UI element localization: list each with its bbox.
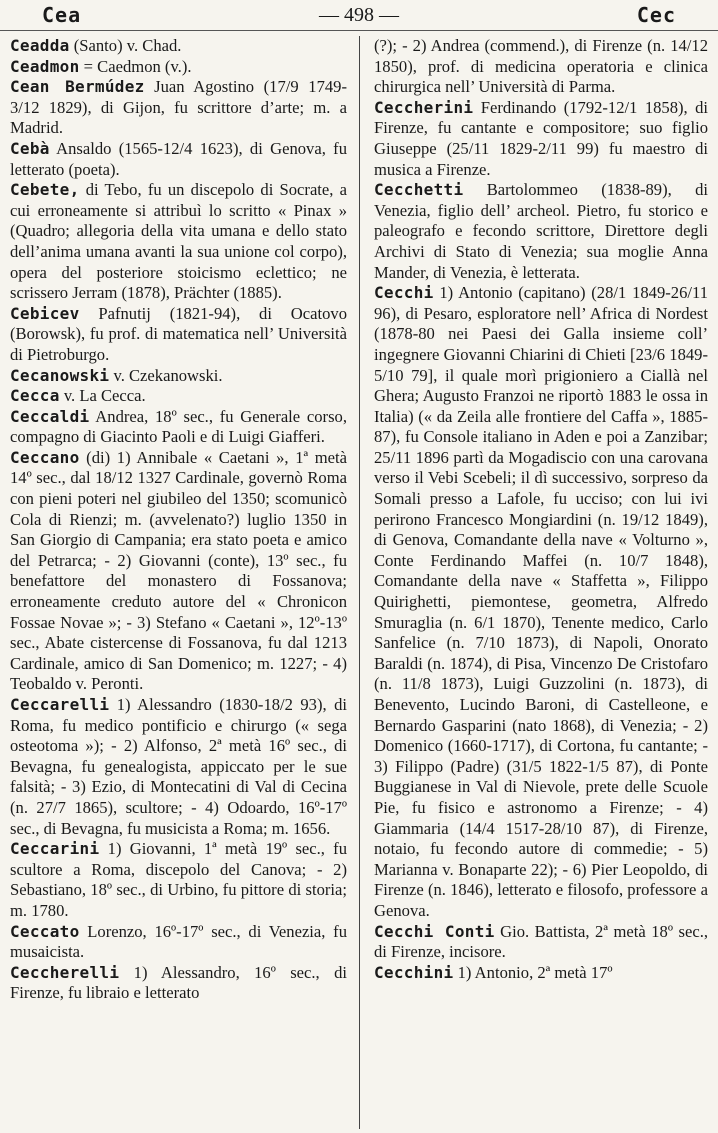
entry-text: = Caedmon (v.). [79,56,192,76]
entry-text: 1) Alessandro (1830-18/2 93), di Roma, fu medico pontificio e chirurgo (« sega osteotoma »); - 2) Alfonso, 2ª metà 16º sec., di Bevagna, fu genealogista, appiccato per le sue falsità; - 3) Ezio, di Montecatini di Val di Cecina (n. 27/7 1865), scultore; - 4) Odoardo, 16º-17º sec., di Bevagna, fu musicista a Roma; m. 1656. [10,695,347,838]
entry-text: Lorenzo, 16º-17º sec., di Venezia, fu musaicista. [10,921,347,962]
entry-headword: Ceccherelli [10,962,120,982]
entry-headword: Cecchetti [374,180,464,200]
dictionary-entry [10,304,347,366]
entry-headword: Ceccaldi [10,406,90,426]
dictionary-entry [374,36,708,98]
dictionary-entry [10,963,347,1004]
entry-text: 1) Antonio (capitano) (28/1 1849-26/11 96), di Pesaro, esploratore nell’ Africa di Nordest (1878-80 nei Paesi dei Galla insieme coll’ ingegnere Giovanni Chiarini di Chieti [23/6 1849-5/10 79], il quale morì prigioniero a Ciallà nel Ghera; Augusto Franzoi ne riportò 1883 le ossa in Italia) (« da Zeila alle frontiere del Caffa », 1885-87), fu Console italiano in Aden e poi a Zanzibar; 25/11 1896 partì da Mogadiscio con una carovana verso il Vebi Scebeli; il dì successivo, sorpreso da Somali presso a Lafole, fu ucciso; con lui ivi perirono Francesco Mongiardini (n. 19/12 1849), di Genova, Comandante della nave « Volturno », Conte Ferdinando Maffei (n. 10/7 1848), Comandante della nave « Staffetta », Filippo Quirighetti, piemontese, geometra, Alfredo Smuraglia (n. 6/1 1870), Tenente medico, Carlo Sanfelice (n. 7/10 1873), di Napoli, Onorato Baraldi (n. 1874), di Pisa, Vincenzo De Cristofaro (n. 11/8 1873), Luigi Guzzolini (n. 1873), di Benevento, Lucindo Baroni, di Castelleone, e Bernardo Gasparini (nato 1868), di Venezia; - 2) Domenico (1660-1717), di Cortona, fu cantante; - 3) Filippo (Padre) (31/5 1822-1/5 87), di Ponte Buggianese in Val di Nievole, prete delle Scuole Pie, fu fisico e astronomo a Firenze; - 4) Giammaria (14/4 1517-28/10 87), di Firenze, notaio, fu fecondo autore di commedie; - 5) Marianna v. Bonaparte 22); - 6) Pier Leopoldo, di Firenze (n. 1846), letterato e filosofo, professore a Genova. [374,283,708,920]
dictionary-entry [10,36,347,57]
entry-text: Pafnutij (1821-94), di Ocatovo (Borowsk), fu prof. di matematica nell’ Università di Pietroburgo. [10,303,347,364]
entry-headword: Cebicev [10,303,80,323]
dictionary-entry [10,77,347,139]
dictionary-entry [10,57,347,78]
entry-headword: Ceadda [10,36,70,55]
entry-text: v. La Cecca. [59,386,146,406]
header-left-guide-word: Cea [42,3,82,27]
dictionary-entry [10,922,347,963]
entry-headword: Ceccano [10,447,80,467]
entry-headword: Cecca [10,386,60,406]
entry-text: 1) Giovanni, 1ª metà 19º sec., fu scultore a Roma, discepolo del Canova; - 2) Sebastiano, 18º sec., di Urbino, fu pittore di storia; m. 1780. [10,839,347,920]
dictionary-entry [10,180,347,304]
dictionary-entry [10,448,347,695]
entry-headword: Ceccarelli [10,695,110,714]
entry-text: Ansaldo (1565-12/4 1623), di Genova, fu letterato (poeta). [10,138,347,179]
entry-text: Gio. Battista, 2ª metà 18º sec., di Firenze, incisore. [374,921,708,962]
entry-headword: Cebete, [10,180,80,200]
entry-text: (di) 1) Annibale « Caetani », 1ª metà 14º sec., dal 18/12 1327 Cardinale, governò Roma con pieni poteri nel giubileo del 1350; scomunicò Cola di Rienzi; m. (avvelenato?) luglio 1350 in San Giorgio di Campania; era stato poeta e amico del Petrarca; - 2) Giovanni (conte), 13º sec., fu benefattore del monastero di Fossanova; erroneamente creduto autore del « Chronicon Fossae Novae »; - 3) Stefano « Caetani », 12º-13º sec., Abate cistercense di Fossanova, fu dal 1213 Cardinale, amico di San Domenico; m. 1227; - 4) Teobaldo v. Peronti. [10,447,347,694]
dictionary-entry [10,386,347,407]
entry-headword: Cean Bermúdez [10,77,145,97]
entry-text: Bartolommeo (1838-89), di Venezia, figlio dell’ archeol. Pietro, fu storico e paleografo e fecondo scrittore, Direttore degli Archivi di Stato di Venezia; sua moglie Anna Mander, di Venezia, è letterata. [374,180,708,282]
dictionary-entry [10,407,347,448]
header-right-guide-word: Cec [636,3,676,27]
entry-text: 1) Antonio, 2ª metà 17º [453,962,613,982]
text-columns [10,36,708,1129]
entry-headword: Cecchini [374,962,454,982]
dictionary-entry [374,963,708,984]
entry-text: 1) Alessandro, 16º sec., di Firenze, fu libraio e letterato [10,962,347,1003]
right-column [359,36,708,1129]
page-number: — 498 — [319,3,399,26]
dictionary-entry [10,366,347,387]
entry-headword: Ceccato [10,921,80,941]
running-header [0,0,718,31]
dictionary-entry [374,922,708,963]
entry-headword: Ceccherini [374,97,474,117]
entry-headword: Ceccarini [10,839,100,859]
dictionary-entry [374,180,708,283]
entry-headword: Ceadmon [10,56,80,76]
entry-text: v. Czekanowski. [109,365,223,385]
entry-text: Andrea, 18º sec., fu Generale corso, compagno di Giacinto Paoli e di Luigi Giafferi. [10,406,347,447]
entry-headword: Cecanowski [10,365,110,385]
dictionary-entry [374,98,708,180]
entry-text: Juan Agostino (17/9 1749-3/12 1829), di Gijon, fu scrittore d’arte; m. a Madrid. [10,77,347,138]
dictionary-entry [10,839,347,921]
entry-text: (Santo) v. Chad. [69,36,182,55]
entry-text: (?); - 2) Andrea (commend.), di Firenze (n. 14/12 1850), prof. di medicina operatoria e clinica chirurgica nell’ Università di Parma. [374,36,708,97]
dictionary-entry [10,139,347,180]
entry-text: Ferdinando (1792-12/1 1858), di Firenze, fu cantante e compositore; suo figlio Giuseppe (25/11 1829-2/11 99) fu maestro di musica a Firenze. [374,97,708,179]
dictionary-entry [374,283,708,921]
entry-headword: Cecchi [374,283,434,303]
dictionary-entry [10,695,347,839]
left-column [10,36,359,1129]
entry-headword: Cecchi Conti [374,921,495,941]
entry-headword: Cebà [10,138,50,158]
entry-text: di Tebo, fu un discepolo di Socrate, a cui erroneamente si attribuì lo scritto « Pinax » (Quadro; allegoria della vita umana e dello stato dell’anima umana avanti la sua unione col corpo), opera del posteriore stoicismo eclettico; ne scrissero Jerram (1878), Prächter (1885). [10,180,347,303]
